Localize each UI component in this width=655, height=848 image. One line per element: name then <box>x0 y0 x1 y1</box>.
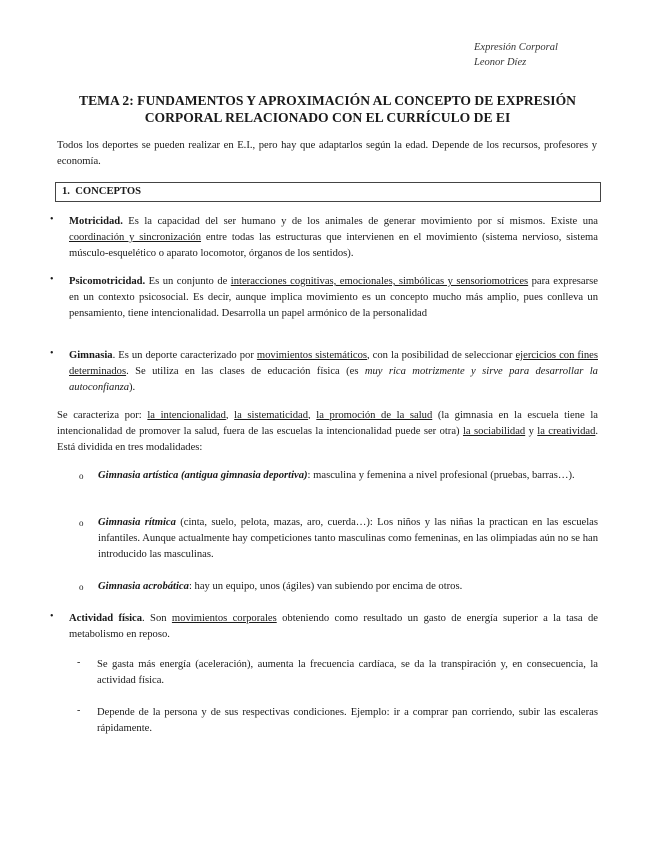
modalidad-name: Gimnasia acrobática <box>98 581 189 592</box>
underlined-term: la sistematicidad <box>234 410 309 421</box>
term-gimnasia: Gimnasia <box>69 350 113 361</box>
text: . Es un deporte caracterizado por <box>112 350 257 361</box>
caracteriza-paragraph <box>57 408 598 456</box>
text: : hay un equipo, unos (ágiles) van subiendo por encima de otros. <box>188 581 463 592</box>
term-psicomotricidad: Psicomotricidad. <box>69 276 146 287</box>
underlined-term: movimientos corporales <box>171 613 277 624</box>
text: entre todas las estructuras que intervienen en el movimiento (sistema nervioso, sistema músculo-esquelético o aparato locomotor, órganos de los sentidos). <box>69 232 598 259</box>
modalidad-name: Gimnasia rítmica <box>98 517 176 528</box>
bullet-icon: • <box>50 348 54 359</box>
bullet-actividad-fisica <box>69 611 598 643</box>
bullet-gimnasia <box>69 348 598 396</box>
underlined-term: interacciones cognitivas, emocionales, simbólicas y sensoriomotrices <box>230 276 529 287</box>
title-line-2: CORPORAL RELACIONADO CON EL CURRÍCULO DE EI <box>144 110 511 125</box>
course-name: Expresión Corporal <box>474 42 558 53</box>
term-motricidad: Motricidad. <box>69 216 123 227</box>
bullet-icon: • <box>50 214 54 225</box>
text: . Se utiliza en las clases de educación física (es <box>126 366 365 377</box>
text: Es un conjunto de <box>145 276 231 287</box>
text: obteniendo como resultado un gasto de energía superior a la tasa de metabolismo en reposo. <box>69 613 598 640</box>
text: y <box>525 426 538 437</box>
text: (la gimnasia en la escuela tiene la intencionalidad de promover la salud, fuera de las escuelas la intencionalidad puede ser otra) <box>57 410 598 437</box>
text: ). <box>129 382 136 393</box>
title-line-1: TEMA 2: FUNDAMENTOS Y APROXIMACIÓN AL CONCEPTO DE EXPRESIÓN <box>79 93 576 108</box>
text: . Son <box>142 613 172 624</box>
underlined-term: la sociabilidad <box>462 426 526 437</box>
sub-bullet-icon: o <box>79 518 84 528</box>
text: , <box>225 410 235 421</box>
sub-bullet-icon: o <box>79 471 84 481</box>
section-number: 1. <box>62 186 70 197</box>
underlined-term: movimientos sistemáticos <box>256 350 368 361</box>
italic-text: muy rica motrizmente y sirve para desarrollar la autoconfianza <box>69 366 598 393</box>
dash-bullet-icon: - <box>77 657 81 668</box>
course-header <box>474 40 558 70</box>
author-name: Leonor Díez <box>474 57 527 68</box>
bullet-motricidad <box>69 214 598 262</box>
text: Se caracteriza por: <box>57 410 148 421</box>
text: . Está dividida en tres modalidades: <box>57 426 599 453</box>
sub-bullet-icon: o <box>79 582 84 592</box>
modalidad-ritmica <box>98 515 598 563</box>
underlined-term: la promoción de la salud <box>316 410 433 421</box>
intro-paragraph: Todos los deportes se pueden realizar en E.I., pero hay que adaptarlos según la edad. Depende de los recursos, profesores y economía. <box>57 140 597 167</box>
bullet-icon: • <box>50 274 54 285</box>
section-heading <box>55 182 601 202</box>
subpoint-persona: Depende de la persona y de sus respectivas condiciones. Ejemplo: ir a comprar pan corriendo, subir las escaleras rápidamente. <box>97 707 598 734</box>
modalidad-name: Gimnasia artística (antigua gimnasia deportiva) <box>98 470 308 481</box>
modalidad-acrobatica <box>98 579 598 595</box>
text: : masculina y femenina a nivel profesional (pruebas, barras…). <box>307 470 575 481</box>
underlined-term: la creatividad <box>537 426 596 437</box>
modalidad-artistica <box>98 468 598 484</box>
text: , <box>308 410 317 421</box>
text: (cinta, suelo, pelota, mazas, aro, cuerda…): Los niños y las niñas la practican en las escuelas infantiles. Aunque actualmente hay competiciones tanto masculinas como femeninas, en las olimpiadas aún no se han introducido las masculinas. <box>98 517 598 560</box>
section-label: CONCEPTOS <box>75 186 141 197</box>
term-actividad-fisica: Actividad física <box>69 613 143 624</box>
page-title <box>60 92 595 126</box>
underlined-term: coordinación y sincronización <box>69 232 202 243</box>
dash-bullet-icon: - <box>77 705 81 716</box>
text: Es la capacidad del ser humano y de los animales de generar movimiento por sí mismos. Existe una <box>122 216 598 227</box>
bullet-icon: • <box>50 611 54 622</box>
text: para expresarse en un contexto psicosocial. Es decir, aunque implica movimiento es un concepto mucho más amplio, pues conlleva un pensamiento, tiene intencionalidad. Desarrolla un papel armónico de la personalidad <box>69 276 598 319</box>
subpoint-energia: Se gasta más energía (aceleración), aumenta la frecuencia cardíaca, se da la transpiración y, en consecuencia, la actividad física. <box>97 659 598 686</box>
text: , con la posibilidad de seleccionar <box>367 350 516 361</box>
underlined-term: ejercicios con fines determinados <box>69 350 598 377</box>
underlined-term: la intencionalidad <box>147 410 226 421</box>
bullet-psicomotricidad <box>69 274 598 322</box>
